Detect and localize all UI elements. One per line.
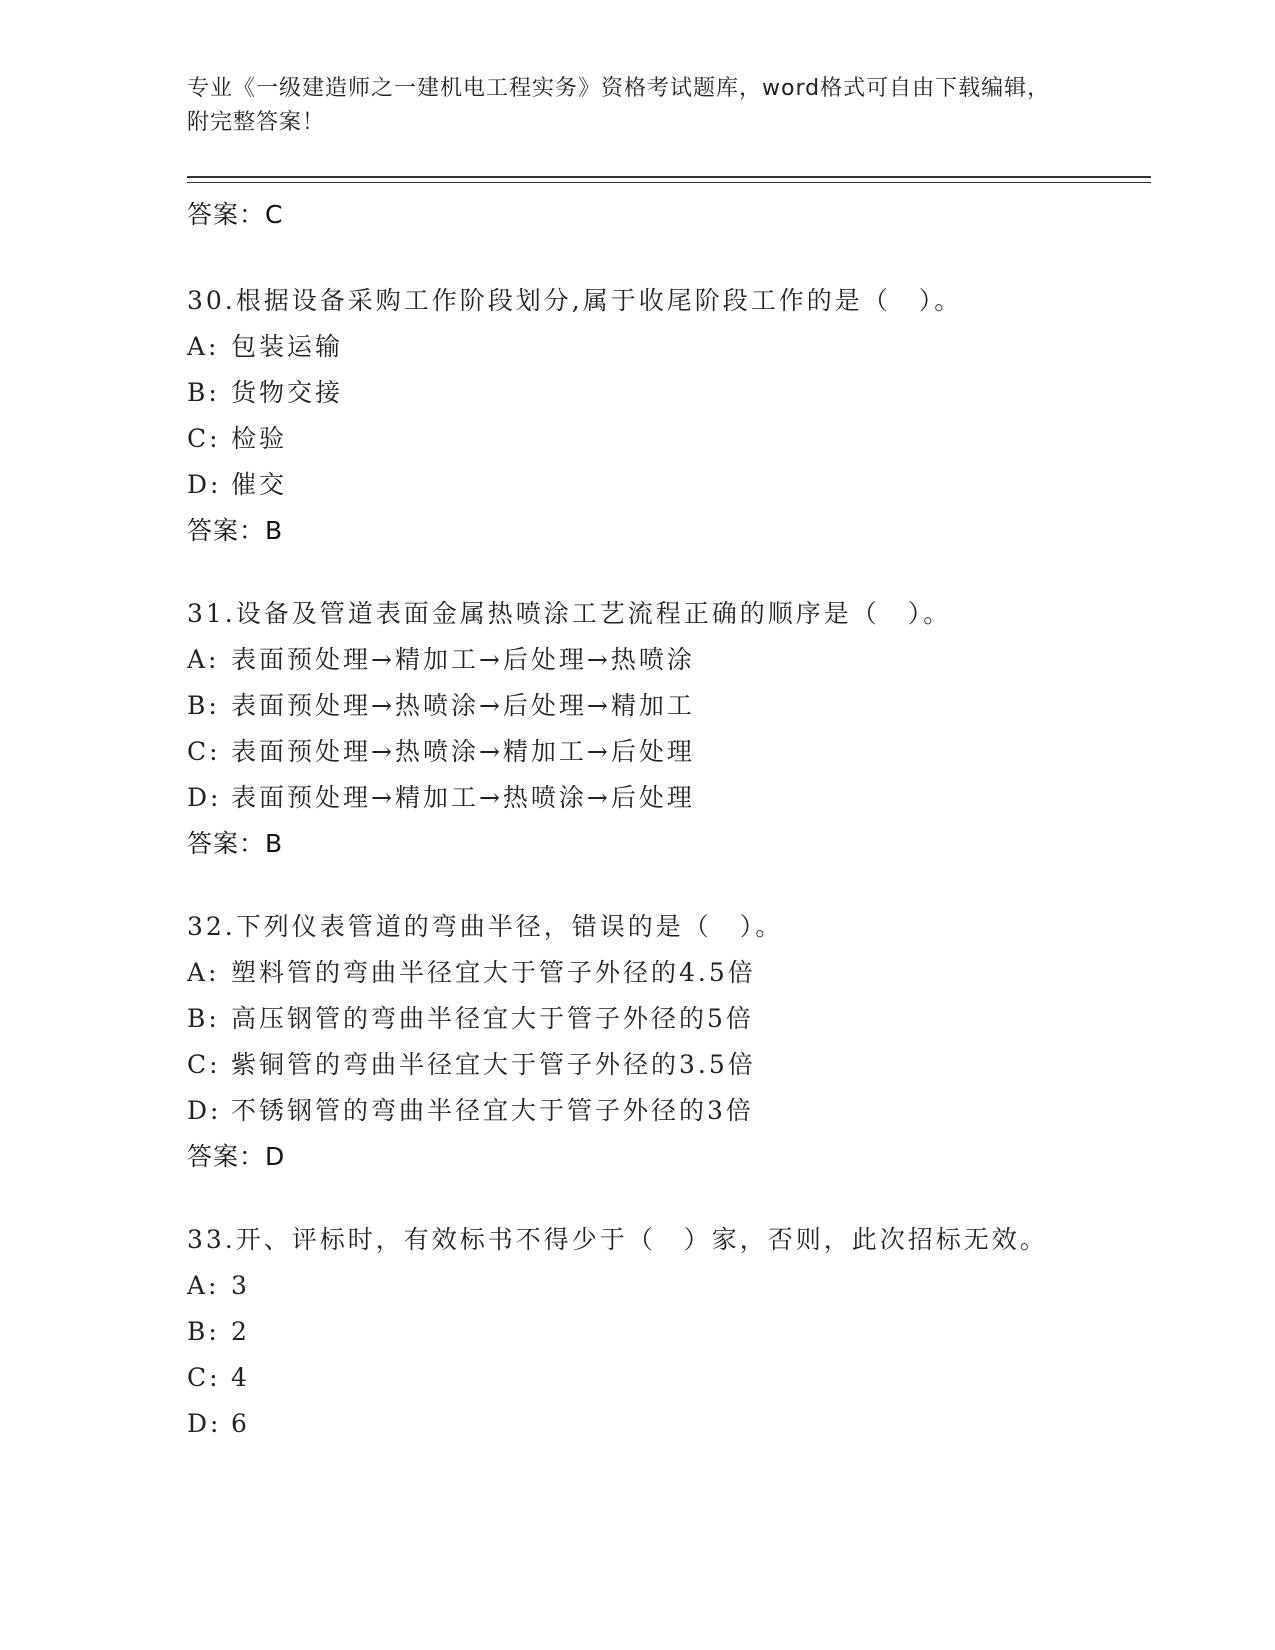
option-c [187,1042,1151,1088]
spacer [187,867,1151,904]
document-header: 专业《一级建造师之一建机电工程实务》资格考试题库，word格式可自由下载编辑，附完整答案！ [187,76,1051,135]
option-text: 催交 [231,470,288,499]
option-b [187,996,1151,1042]
option-text: 3 [231,1271,250,1300]
option-label: B: [187,691,220,720]
option-c [187,416,1151,462]
option-d [187,462,1151,508]
option-label: D: [187,470,222,499]
option-label: A: [187,645,220,674]
option-text: 2 [231,1317,250,1346]
option-label: C: [187,424,221,453]
question-stem: 31.设备及管道表面金属热喷涂工艺流程正确的顺序是（ ）。 [187,599,952,628]
option-text: 表面预处理→精加工→后处理→热喷涂 [231,645,695,674]
spacer [187,1180,1151,1217]
option-d [187,1088,1151,1134]
option-a [187,324,1151,370]
option-label: B: [187,1317,220,1346]
option-text: 表面预处理→热喷涂→精加工→后处理 [231,737,695,766]
option-d [187,775,1151,821]
option-label: C: [187,737,221,766]
header-rule-thick [187,176,1151,178]
question-content [187,192,1151,1447]
question-block [187,278,1151,554]
option-text: 表面预处理→精加工→热喷涂→后处理 [231,783,695,812]
option-text: 货物交接 [231,378,344,407]
option-text: 包装运输 [231,332,344,361]
option-b [187,683,1151,729]
option-a [187,950,1151,996]
option-c [187,729,1151,775]
option-text: 高压钢管的弯曲半径宜大于管子外径的5倍 [231,1004,754,1033]
option-label: A: [187,958,220,987]
answer-line: 答案：D [187,1142,286,1171]
option-a [187,1263,1151,1309]
option-c [187,1355,1151,1401]
option-a [187,637,1151,683]
option-text: 检验 [231,424,288,453]
question-block [187,591,1151,867]
answer-line: 答案：C [187,200,284,229]
option-b [187,370,1151,416]
header-rule-thin [187,182,1151,183]
answer-line: 答案：B [187,829,284,858]
option-text: 不锈钢管的弯曲半径宜大于管子外径的3倍 [231,1096,754,1125]
option-label: D: [187,1409,222,1438]
question-stem: 33.开、评标时，有效标书不得少于（ ）家，否则，此次招标无效。 [187,1225,1048,1254]
question-block [187,1217,1151,1447]
option-label: C: [187,1363,221,1392]
option-label: D: [187,783,222,812]
option-d [187,1401,1151,1447]
option-label: D: [187,1096,222,1125]
question-stem: 32.下列仪表管道的弯曲半径，错误的是（ ）。 [187,912,784,941]
spacer [187,554,1151,591]
option-text: 6 [231,1409,250,1438]
option-label: A: [187,332,220,361]
option-label: A: [187,1271,220,1300]
option-label: C: [187,1050,221,1079]
option-b [187,1309,1151,1355]
option-text: 表面预处理→热喷涂→后处理→精加工 [231,691,695,720]
option-label: B: [187,1004,220,1033]
option-text: 紫铜管的弯曲半径宜大于管子外径的3.5倍 [231,1050,756,1079]
option-label: B: [187,378,220,407]
option-text: 4 [231,1363,250,1392]
answer-line: 答案：B [187,516,284,545]
spacer [187,238,1151,278]
question-stem: 30.根据设备采购工作阶段划分,属于收尾阶段工作的是（ ）。 [187,286,963,315]
option-text: 塑料管的弯曲半径宜大于管子外径的4.5倍 [231,958,756,987]
question-block [187,904,1151,1180]
